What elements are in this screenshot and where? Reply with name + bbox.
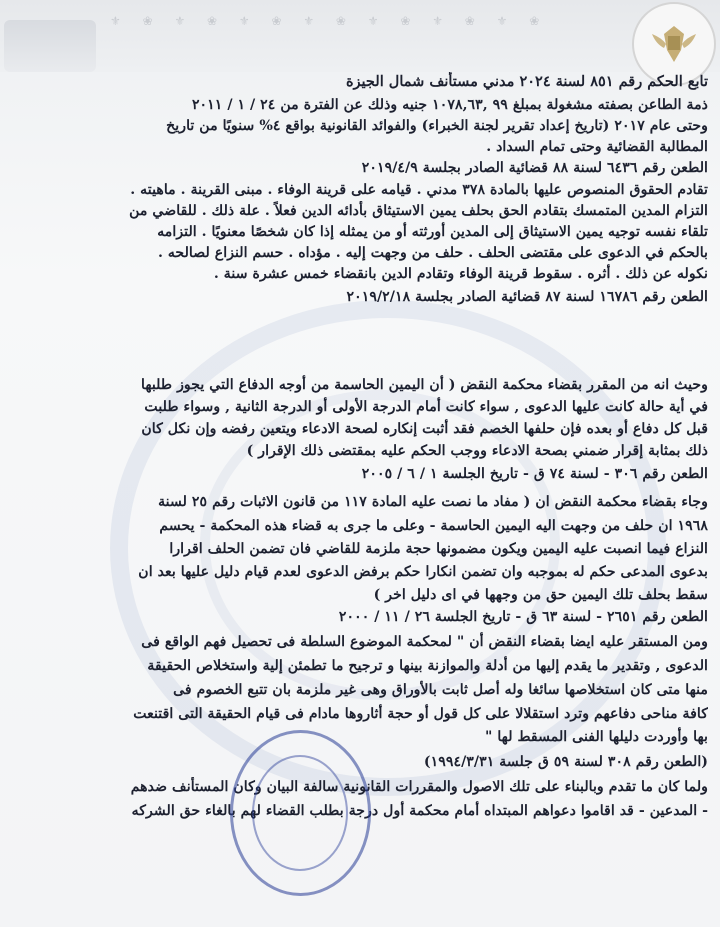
text-line: - المدعين - قد اقاموا دعواهم المبتداه أمام محكمة أول درجة بطلب القضاء لهم بالغاء حق الشركه [131, 803, 708, 819]
citation-line: (الطعن رقم ٣٠٨ لسنة ٥٩ ق جلسة ١٩٩٤/٣/٣١) [423, 754, 708, 770]
citation-line: الطعن رقم ٢٦٥١ - لسنة ٦٣ ق - تاريخ الجلسة ٢٦ / ١١ / ٢٠٠٠ [338, 609, 708, 625]
text-line: النزاع فيما انصبت عليه اليمين ويكون مضمونها حجة ملزمة للقاضي فان تضمن الحلف اقرارا [169, 541, 708, 557]
text-line: ١٩٦٨ ان حلف من وجهت اليه اليمين الحاسمة - وعلى ما جرى به قضاء هذه المحكمة - يحسم [159, 518, 708, 534]
text-line: الدعوى , وتقدير ما يقدم إليها من أدلة والموازنة بينها و ترجيح ما تطمئن إلية واستخلاص الحقيقة [147, 658, 708, 674]
text-line: ذمة الطاعن بصفته مشغولة بمبلغ ٩٩ ,١٠٧٨,٦٣ جنيه وذلك عن الفترة من ٢٤ / ١ / ٢٠١١ [191, 97, 708, 113]
letterhead-corner [4, 20, 96, 72]
letterhead-band [0, 0, 720, 72]
text-line: وجاء بقضاء محكمة النقض ان ( مفاد ما نصت عليه المادة ١١٧ من قانون الاثبات رقم ٢٥ لسنة [158, 494, 708, 510]
letterhead-ornament: ⚜ ❀ ⚜ ❀ ⚜ ❀ ⚜ ❀ ⚜ ❀ ⚜ ❀ ⚜ ❀ [110, 14, 549, 28]
text-line: وحيث انه من المقرر بقضاء محكمة النقض ( أن اليمين الحاسمة من أوجه الدفاع التي يجوز طلبها [141, 377, 708, 393]
text-line: المطالبة القضائية وحتى تمام السداد . [486, 139, 708, 155]
court-stamp-inner-icon [252, 755, 348, 871]
citation-line: الطعن رقم ١٦٧٨٦ لسنة ٨٧ قضائية الصادر بجلسة ٢٠١٩/٢/١٨ [346, 289, 708, 305]
text-line: بها وأوردت دليلها الفنى المسقط لها " [485, 729, 708, 745]
text-line: وحتى عام ٢٠١٧ (تاريخ إعداد تقرير لجنة الخبراء) والفوائد القانونية بواقع ٤% سنويًا من تاريخ [166, 118, 708, 134]
citation-line: الطعن رقم ٦٤٣٦ لسنة ٨٨ قضائية الصادر بجلسة ٢٠١٩/٤/٩ [361, 160, 708, 176]
text-line: تقادم الحقوق المنصوص عليها بالمادة ٣٧٨ مدني . قيامه على قرينة الوفاء . مبنى القرينة . ماهيته . [130, 182, 708, 198]
text-line: بالحكم في الدعوى على مقتضى الحلف . حلف من وجهت إليه . مؤداه . حسم النزاع لصالحه . [157, 245, 708, 261]
text-line: تلقاء نفسه توجيه يمين الاستيثاق إلى المدين أورثته أو من يمثله إذا كان شخصًا معنويًا . التزامه [157, 224, 708, 240]
text-line: سقط بحلف تلك اليمين حق من وجهها في اى دليل اخر ) [373, 587, 708, 603]
text-line: كافة مناحى دفاعهم وترد استقلالا على كل قول أو حجة أثاروها مادام فى قيام الحقيقة التى اقتنعت [133, 706, 708, 722]
judgment-reference-header: تابع الحكم رقم ٨٥١ لسنة ٢٠٢٤ مدني مستأنف شمال الجيزة [345, 73, 708, 90]
text-line: في أية حالة كانت عليها الدعوى , سواء كانت أمام الدرجة الأولى أو الدرجة الثانية , وسواء طلبت [144, 399, 708, 415]
text-line: التزام المدين المتمسك بتقادم الحق بحلف يمين الاستيثاق بأدائه الدين فعلاً . علة ذلك . للقاضي من [129, 203, 708, 219]
text-line: ولما كان ما تقدم وبالبناء على تلك الاصول والمقررات القانونية سالفة البيان وكان المستأنف ضدهم [130, 779, 708, 795]
text-line: ومن المستقر عليه ايضا بقضاء النقض أن " لمحكمة الموضوع السلطة فى تحصيل فهم الواقع فى [141, 634, 708, 650]
text-line: بدعوى المدعى حكم له بموجبه وان تضمن انكارا حكم برفض الدعوى لعدم قيام دليل عليها بعد ان [138, 564, 708, 580]
citation-line: الطعن رقم ٣٠٦ - لسنة ٧٤ ق - تاريخ الجلسة ١ / ٦ / ٢٠٠٥ [361, 466, 708, 482]
text-line: قبل كل دفاع أو بعده فإن حلفها الخصم فقد أثبت إنكاره لصحة الادعاء ويتعين رفضه وإن نكل كان [141, 421, 708, 437]
text-line: ذلك بمثابة إقرار ضمني بصحة الادعاء ووجب الحكم عليه بمقتضى ذلك الإقرار ) [246, 443, 708, 459]
text-line: منها متى كان استخلاصها سائغا وله أصل ثابت بالأوراق وهى غير ملزمة بان تتبع الخصوم فى [173, 682, 708, 698]
text-line: نكوله عن ذلك . أثره . سقوط قرينة الوفاء وتقادم الدين بانقضاء خمس عشرة سنة . [213, 266, 708, 282]
